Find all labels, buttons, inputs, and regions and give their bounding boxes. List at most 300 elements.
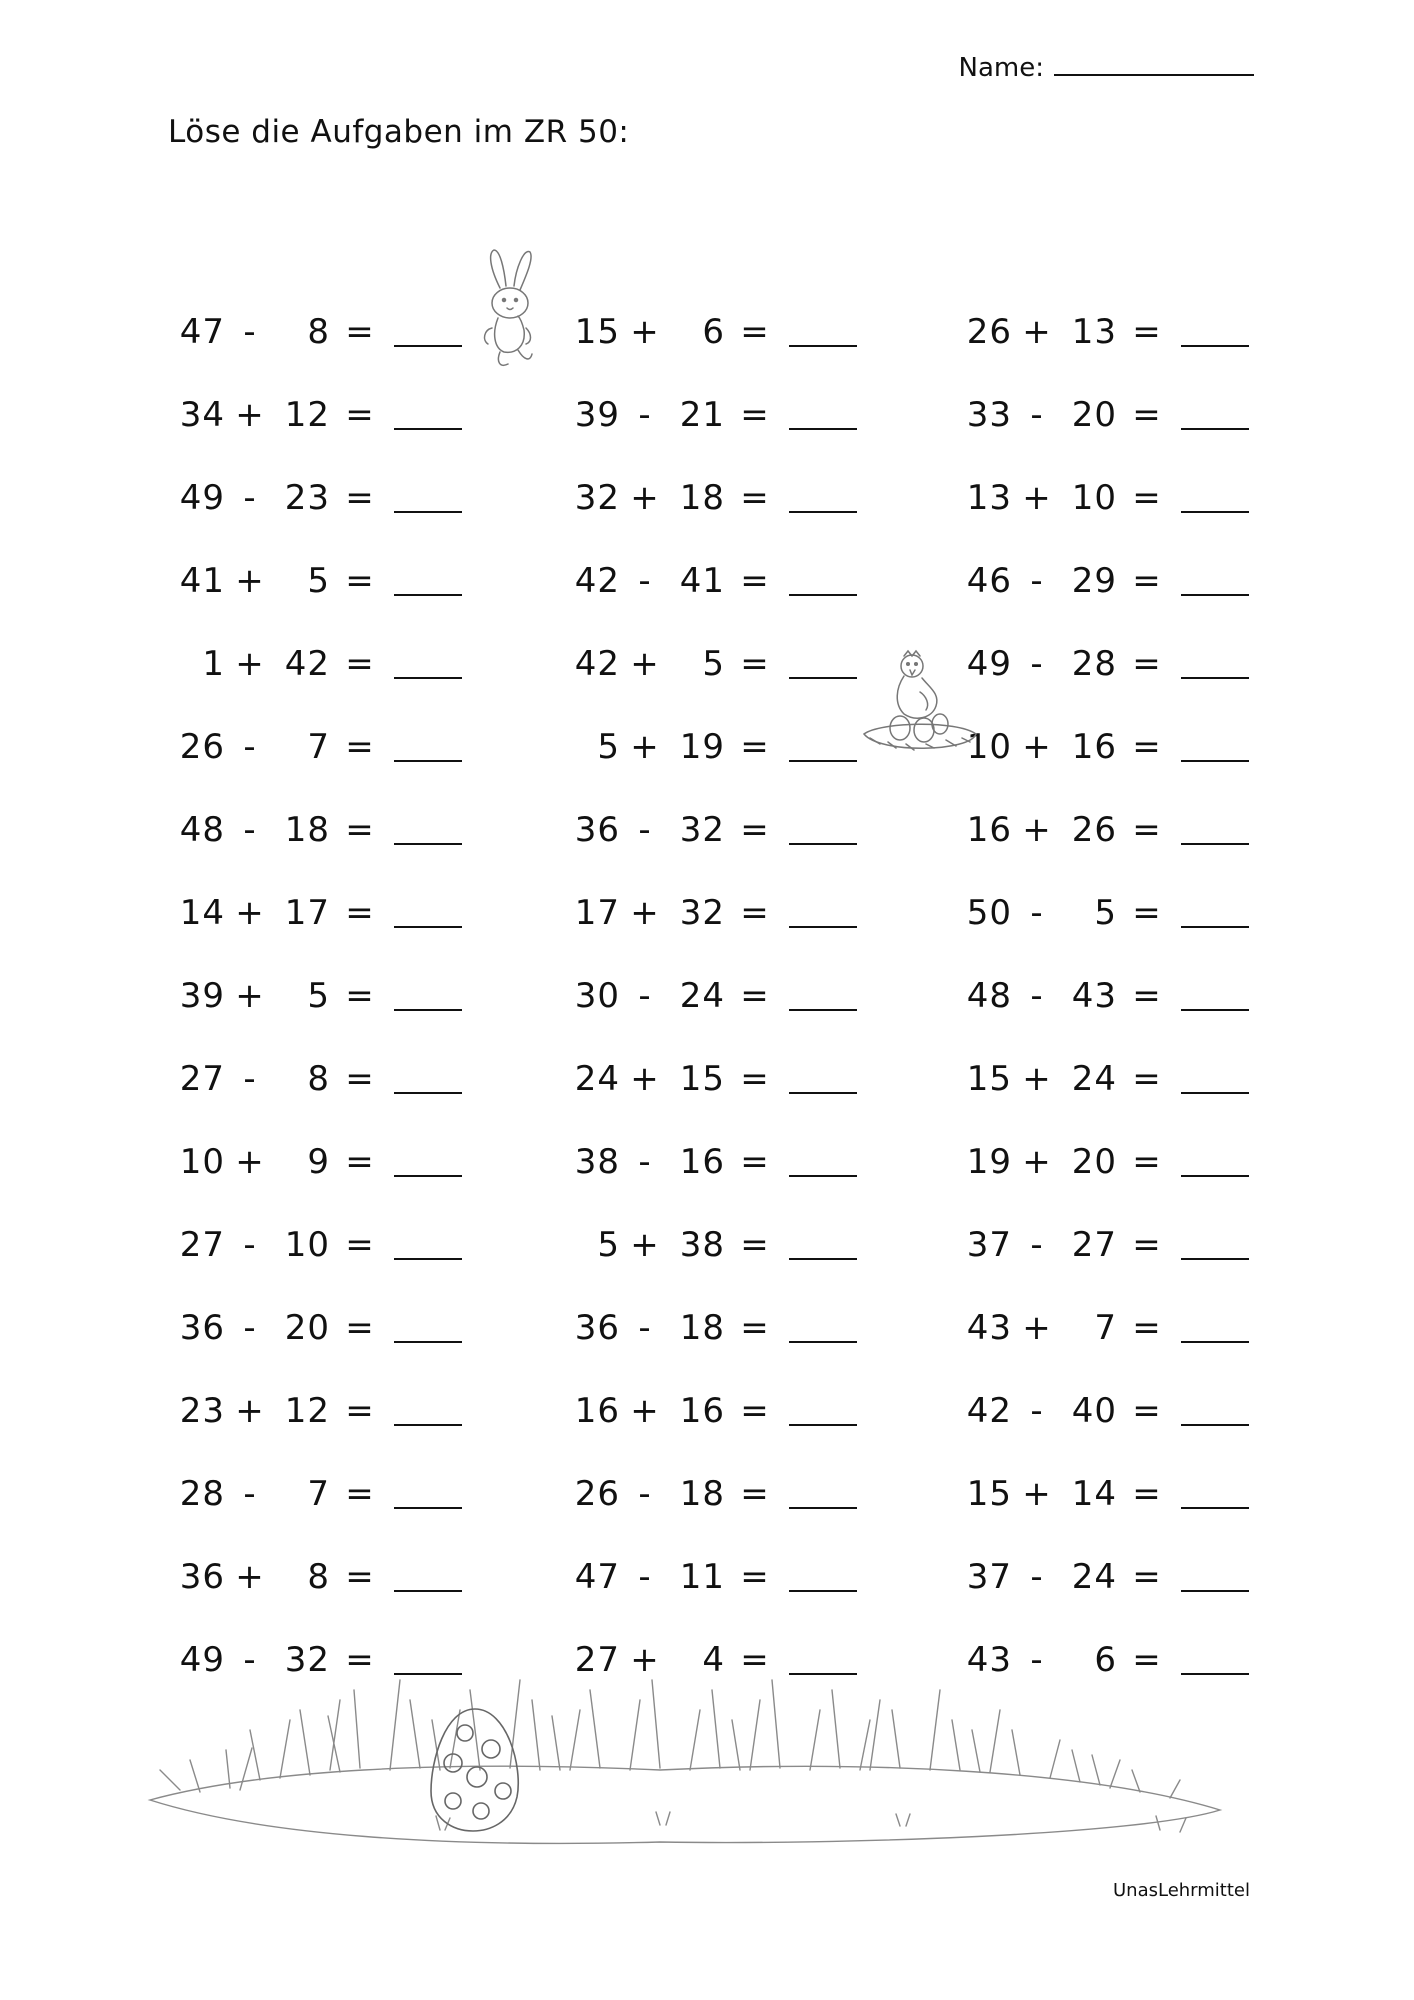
answer-blank[interactable]: [394, 732, 462, 762]
operand-b: 27: [1071, 1224, 1117, 1265]
equals-sign: =: [345, 1556, 375, 1597]
operator: -: [1030, 1556, 1044, 1597]
bunny-illustration: [470, 248, 550, 388]
answer-blank[interactable]: [789, 566, 857, 596]
operator: -: [1030, 394, 1044, 435]
operand-b: 32: [679, 892, 725, 933]
answer-blank[interactable]: [789, 400, 857, 430]
worksheet-title: Löse die Aufgaben im ZR 50:: [168, 114, 630, 150]
task-row: [957, 1452, 1357, 1535]
operator: -: [243, 311, 257, 352]
task-column-2: [565, 290, 965, 1701]
operand-b: 17: [284, 892, 330, 933]
operand-a: 23: [179, 1390, 225, 1431]
answer-blank[interactable]: [789, 732, 857, 762]
task-row: [170, 1120, 570, 1203]
operand-a: 15: [966, 1473, 1012, 1514]
operator: +: [1022, 311, 1052, 352]
answer-blank[interactable]: [1181, 1479, 1249, 1509]
operand-a: 49: [179, 477, 225, 518]
answer-blank[interactable]: [1181, 649, 1249, 679]
answer-blank[interactable]: [789, 1064, 857, 1094]
operand-a: 49: [179, 1639, 225, 1680]
operand-b: 20: [1071, 394, 1117, 435]
operand-b: 38: [679, 1224, 725, 1265]
task-row: [565, 1203, 965, 1286]
operand-a: 47: [574, 1556, 620, 1597]
operand-a: 48: [966, 975, 1012, 1016]
operand-b: 16: [1071, 726, 1117, 767]
operator: +: [235, 560, 265, 601]
operator: +: [235, 1556, 265, 1597]
operand-b: 40: [1071, 1390, 1117, 1431]
operand-a: 46: [966, 560, 1012, 601]
task-row: [565, 954, 965, 1037]
operand-a: 50: [966, 892, 1012, 933]
task-row: [565, 373, 965, 456]
task-row: [957, 705, 1357, 788]
task-row: [565, 456, 965, 539]
operand-a: 1: [202, 643, 225, 684]
task-row: [565, 1120, 965, 1203]
operand-a: 36: [179, 1307, 225, 1348]
task-row: [565, 1286, 965, 1369]
operand-a: 10: [179, 1141, 225, 1182]
operator: +: [1022, 809, 1052, 850]
task-row: [170, 1037, 570, 1120]
equals-sign: =: [1132, 560, 1162, 601]
operand-b: 20: [284, 1307, 330, 1348]
operand-a: 10: [966, 726, 1012, 767]
operand-a: 30: [574, 975, 620, 1016]
task-row: [957, 290, 1357, 373]
task-row: [565, 788, 965, 871]
equals-sign: =: [1132, 1058, 1162, 1099]
equals-sign: =: [740, 1141, 770, 1182]
operand-a: 15: [966, 1058, 1012, 1099]
task-row: [170, 1535, 570, 1618]
operand-b: 16: [679, 1390, 725, 1431]
equals-sign: =: [740, 394, 770, 435]
operator: +: [235, 975, 265, 1016]
task-row: [170, 1452, 570, 1535]
operand-b: 24: [1071, 1556, 1117, 1597]
operator: -: [243, 1058, 257, 1099]
task-row: [565, 539, 965, 622]
operator: +: [630, 1224, 660, 1265]
answer-blank[interactable]: [789, 1147, 857, 1177]
task-row: [957, 456, 1357, 539]
operand-b: 12: [284, 1390, 330, 1431]
operand-b: 8: [307, 311, 330, 352]
operator: -: [638, 809, 652, 850]
operand-b: 5: [307, 560, 330, 601]
task-row: [565, 1037, 965, 1120]
operand-b: 24: [1071, 1058, 1117, 1099]
equals-sign: =: [345, 1390, 375, 1431]
equals-sign: =: [740, 1058, 770, 1099]
equals-sign: =: [345, 1639, 375, 1680]
operand-a: 33: [966, 394, 1012, 435]
task-column-3: [957, 290, 1357, 1701]
operand-a: 28: [179, 1473, 225, 1514]
answer-blank[interactable]: [789, 898, 857, 928]
operand-a: 48: [179, 809, 225, 850]
answer-blank[interactable]: [789, 1562, 857, 1592]
operand-a: 26: [179, 726, 225, 767]
task-row: [170, 871, 570, 954]
operator: +: [630, 1390, 660, 1431]
task-row: [170, 622, 570, 705]
operand-a: 26: [966, 311, 1012, 352]
equals-sign: =: [740, 1307, 770, 1348]
operand-b: 28: [1071, 643, 1117, 684]
operand-a: 47: [179, 311, 225, 352]
operand-b: 42: [284, 643, 330, 684]
task-row: [957, 539, 1357, 622]
task-row: [170, 788, 570, 871]
answer-blank[interactable]: [394, 566, 462, 596]
name-label: Name:: [958, 53, 1044, 83]
equals-sign: =: [1132, 1390, 1162, 1431]
operand-a: 38: [574, 1141, 620, 1182]
operand-b: 6: [702, 311, 725, 352]
operand-a: 27: [179, 1058, 225, 1099]
equals-sign: =: [740, 1473, 770, 1514]
equals-sign: =: [740, 1639, 770, 1680]
operand-b: 16: [679, 1141, 725, 1182]
operand-b: 19: [679, 726, 725, 767]
task-row: [565, 1535, 965, 1618]
answer-blank[interactable]: [394, 1313, 462, 1343]
operand-b: 18: [679, 477, 725, 518]
equals-sign: =: [1132, 643, 1162, 684]
operand-a: 37: [966, 1556, 1012, 1597]
answer-blank[interactable]: [789, 1230, 857, 1260]
operator: -: [638, 560, 652, 601]
operand-b: 12: [284, 394, 330, 435]
answer-blank[interactable]: [789, 981, 857, 1011]
operator: -: [243, 1224, 257, 1265]
operand-a: 36: [574, 1307, 620, 1348]
equals-sign: =: [345, 726, 375, 767]
equals-sign: =: [1132, 1639, 1162, 1680]
task-row: [565, 1452, 965, 1535]
task-row: [565, 290, 965, 373]
answer-blank[interactable]: [1181, 898, 1249, 928]
answer-blank[interactable]: [789, 815, 857, 845]
operand-a: 41: [179, 560, 225, 601]
task-row: [565, 871, 965, 954]
operator: +: [1022, 1473, 1052, 1514]
operand-b: 23: [284, 477, 330, 518]
operand-a: 42: [574, 560, 620, 601]
task-row: [957, 1120, 1357, 1203]
equals-sign: =: [345, 394, 375, 435]
operator: -: [1030, 560, 1044, 601]
operator: -: [243, 726, 257, 767]
task-row: [170, 1203, 570, 1286]
operand-a: 16: [574, 1390, 620, 1431]
equals-sign: =: [1132, 394, 1162, 435]
operand-b: 7: [307, 1473, 330, 1514]
operator: -: [638, 1141, 652, 1182]
operator: +: [235, 394, 265, 435]
answer-blank[interactable]: [789, 483, 857, 513]
operator: +: [630, 726, 660, 767]
answer-blank[interactable]: [1181, 1562, 1249, 1592]
answer-blank[interactable]: [1181, 400, 1249, 430]
operand-a: 19: [966, 1141, 1012, 1182]
answer-blank[interactable]: [1181, 1064, 1249, 1094]
grass-meadow-illustration: [140, 1620, 1240, 1860]
operator: -: [1030, 643, 1044, 684]
equals-sign: =: [740, 726, 770, 767]
operand-a: 15: [574, 311, 620, 352]
equals-sign: =: [345, 809, 375, 850]
answer-blank[interactable]: [394, 317, 462, 347]
task-row: [957, 1535, 1357, 1618]
equals-sign: =: [740, 477, 770, 518]
operand-a: 43: [966, 1639, 1012, 1680]
footer-credit: UnasLehrmittel: [1113, 1880, 1250, 1901]
answer-blank[interactable]: [394, 1479, 462, 1509]
operand-a: 13: [966, 477, 1012, 518]
equals-sign: =: [345, 1058, 375, 1099]
task-row: [957, 954, 1357, 1037]
equals-sign: =: [345, 892, 375, 933]
operand-a: 17: [574, 892, 620, 933]
answer-blank[interactable]: [1181, 815, 1249, 845]
equals-sign: =: [740, 643, 770, 684]
equals-sign: =: [740, 311, 770, 352]
operator: +: [235, 1141, 265, 1182]
operator: +: [235, 892, 265, 933]
answer-blank[interactable]: [394, 981, 462, 1011]
answer-blank[interactable]: [1181, 483, 1249, 513]
equals-sign: =: [1132, 1141, 1162, 1182]
equals-sign: =: [1132, 975, 1162, 1016]
equals-sign: =: [345, 1473, 375, 1514]
answer-blank[interactable]: [394, 1230, 462, 1260]
operator: +: [235, 1390, 265, 1431]
operand-b: 29: [1071, 560, 1117, 601]
answer-blank[interactable]: [394, 649, 462, 679]
operand-b: 18: [679, 1307, 725, 1348]
equals-sign: =: [345, 643, 375, 684]
equals-sign: =: [740, 892, 770, 933]
operator: -: [638, 975, 652, 1016]
operand-b: 7: [1094, 1307, 1117, 1348]
operand-a: 5: [597, 1224, 620, 1265]
operand-b: 4: [702, 1639, 725, 1680]
equals-sign: =: [1132, 1556, 1162, 1597]
answer-blank[interactable]: [394, 1064, 462, 1094]
operand-b: 6: [1094, 1639, 1117, 1680]
operand-b: 24: [679, 975, 725, 1016]
task-row: [957, 788, 1357, 871]
operand-a: 36: [179, 1556, 225, 1597]
operand-a: 42: [966, 1390, 1012, 1431]
operand-b: 15: [679, 1058, 725, 1099]
answer-blank[interactable]: [1181, 1147, 1249, 1177]
equals-sign: =: [345, 1307, 375, 1348]
operand-a: 26: [574, 1473, 620, 1514]
answer-blank[interactable]: [1181, 981, 1249, 1011]
operator: -: [243, 1307, 257, 1348]
operand-a: 43: [966, 1307, 1012, 1348]
answer-blank[interactable]: [789, 649, 857, 679]
equals-sign: =: [1132, 726, 1162, 767]
operand-b: 32: [679, 809, 725, 850]
task-column-1: [170, 290, 570, 1701]
operator: -: [638, 1307, 652, 1348]
operand-b: 10: [1071, 477, 1117, 518]
answer-blank[interactable]: [394, 483, 462, 513]
operator: -: [1030, 1224, 1044, 1265]
operator: +: [1022, 726, 1052, 767]
operator: +: [1022, 1141, 1052, 1182]
operand-b: 13: [1071, 311, 1117, 352]
operator: +: [630, 892, 660, 933]
task-row: [170, 1369, 570, 1452]
operand-a: 39: [179, 975, 225, 1016]
answer-blank[interactable]: [1181, 1396, 1249, 1426]
name-blank-line[interactable]: [1054, 50, 1254, 76]
answer-blank[interactable]: [789, 317, 857, 347]
equals-sign: =: [1132, 1307, 1162, 1348]
equals-sign: =: [1132, 311, 1162, 352]
operator: -: [243, 1639, 257, 1680]
operand-a: 37: [966, 1224, 1012, 1265]
operator: -: [1030, 1390, 1044, 1431]
answer-blank[interactable]: [1181, 1313, 1249, 1343]
equals-sign: =: [1132, 1224, 1162, 1265]
operator: +: [630, 477, 660, 518]
equals-sign: =: [345, 477, 375, 518]
equals-sign: =: [1132, 477, 1162, 518]
equals-sign: =: [740, 1390, 770, 1431]
operator: -: [638, 394, 652, 435]
task-row: [170, 705, 570, 788]
task-row: [170, 954, 570, 1037]
operator: -: [638, 1556, 652, 1597]
task-row: [170, 539, 570, 622]
equals-sign: =: [740, 975, 770, 1016]
answer-blank[interactable]: [1181, 1230, 1249, 1260]
operand-b: 9: [307, 1141, 330, 1182]
operator: +: [235, 643, 265, 684]
operand-b: 8: [307, 1556, 330, 1597]
operand-b: 5: [702, 643, 725, 684]
operator: -: [1030, 1639, 1044, 1680]
task-row: [565, 1369, 965, 1452]
equals-sign: =: [1132, 1473, 1162, 1514]
operand-b: 10: [284, 1224, 330, 1265]
operand-b: 32: [284, 1639, 330, 1680]
task-row: [957, 373, 1357, 456]
equals-sign: =: [345, 560, 375, 601]
equals-sign: =: [345, 311, 375, 352]
answer-blank[interactable]: [394, 815, 462, 845]
operand-a: 24: [574, 1058, 620, 1099]
operand-b: 18: [679, 1473, 725, 1514]
easter-egg-illustration: [425, 1705, 525, 1835]
task-row: [170, 1286, 570, 1369]
operand-b: 20: [1071, 1141, 1117, 1182]
operator: -: [243, 1473, 257, 1514]
operand-b: 5: [307, 975, 330, 1016]
operator: +: [630, 1058, 660, 1099]
operand-a: 42: [574, 643, 620, 684]
operator: +: [1022, 1307, 1052, 1348]
operator: +: [630, 1639, 660, 1680]
operand-b: 18: [284, 809, 330, 850]
equals-sign: =: [1132, 892, 1162, 933]
answer-blank[interactable]: [1181, 732, 1249, 762]
operand-a: 27: [574, 1639, 620, 1680]
operator: -: [1030, 975, 1044, 1016]
operand-a: 34: [179, 394, 225, 435]
operand-a: 27: [179, 1224, 225, 1265]
operator: +: [1022, 477, 1052, 518]
operand-a: 49: [966, 643, 1012, 684]
answer-blank[interactable]: [394, 898, 462, 928]
operand-b: 14: [1071, 1473, 1117, 1514]
operator: +: [1022, 1058, 1052, 1099]
task-row: [957, 1369, 1357, 1452]
operand-b: 8: [307, 1058, 330, 1099]
answer-blank[interactable]: [394, 1396, 462, 1426]
operand-b: 11: [679, 1556, 725, 1597]
operand-a: 39: [574, 394, 620, 435]
equals-sign: =: [345, 1141, 375, 1182]
operand-a: 32: [574, 477, 620, 518]
answer-blank[interactable]: [789, 1396, 857, 1426]
operand-a: 36: [574, 809, 620, 850]
equals-sign: =: [1132, 809, 1162, 850]
operand-a: 16: [966, 809, 1012, 850]
task-row: [957, 622, 1357, 705]
operand-b: 21: [679, 394, 725, 435]
operator: -: [243, 477, 257, 518]
operand-b: 43: [1071, 975, 1117, 1016]
equals-sign: =: [345, 975, 375, 1016]
operand-b: 5: [1094, 892, 1117, 933]
operand-b: 7: [307, 726, 330, 767]
equals-sign: =: [740, 560, 770, 601]
operator: +: [630, 643, 660, 684]
equals-sign: =: [740, 809, 770, 850]
operand-a: 14: [179, 892, 225, 933]
answer-blank[interactable]: [394, 400, 462, 430]
answer-blank[interactable]: [789, 1479, 857, 1509]
task-row: [957, 1286, 1357, 1369]
answer-blank[interactable]: [394, 1562, 462, 1592]
equals-sign: =: [740, 1224, 770, 1265]
answer-blank[interactable]: [394, 1147, 462, 1177]
hen-nest-illustration: [860, 648, 980, 788]
operator: -: [243, 809, 257, 850]
task-row: [957, 1037, 1357, 1120]
operand-b: 26: [1071, 809, 1117, 850]
task-row: [957, 1203, 1357, 1286]
operand-a: 5: [597, 726, 620, 767]
answer-blank[interactable]: [789, 1313, 857, 1343]
operator: -: [1030, 892, 1044, 933]
answer-blank[interactable]: [1181, 566, 1249, 596]
answer-blank[interactable]: [1181, 317, 1249, 347]
